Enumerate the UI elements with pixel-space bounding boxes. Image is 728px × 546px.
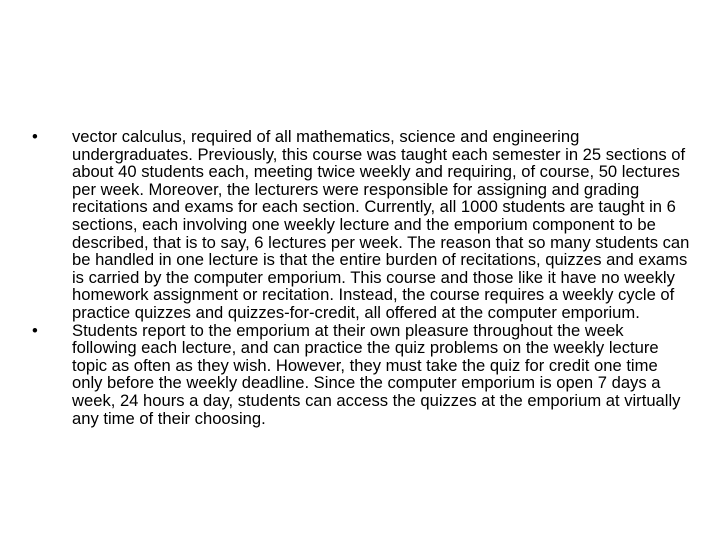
bullet-icon: • (32, 320, 38, 340)
bullet-text: Students report to the emporium at their own pleasure throughout the week following each lecture, and can practice the quiz problems on the weekly lecture topic as often as they wish. However, they must take the quiz for credit one time only before the weekly deadline. Since the computer emporium is open 7 days a week, 24 hours a day, students can access the quizzes at the emporium at virtually any time of their choosing. (72, 320, 681, 428)
bullet-text: vector calculus, required of all mathematics, science and engineering undergraduates. Previously, this course was taught each semester in 25 sections of about 40 students each, meeting twice weekly and requiring, of course, 50 lectures per week. Moreover, the lecturers were responsible for assigning and grading recitations and exams for each section. Currently, all 1000 students are taught in 6 sections, each involving one weekly lecture and the emporium component to be described, that is to say, 6 lectures per week. The reason that so many students can be handled in one lecture is that the entire burden of recitations, quizzes and exams is carried by the computer emporium. This course and those like it have no weekly homework assignment or recitation. Instead, the course requires a weekly cycle of practice quizzes and quizzes-for-credit, all offered at the computer emporium. (72, 127, 690, 322)
bullet-item (32, 322, 692, 428)
bullet-list (32, 128, 692, 427)
bullet-item (32, 128, 692, 322)
bullet-icon: • (32, 127, 38, 146)
